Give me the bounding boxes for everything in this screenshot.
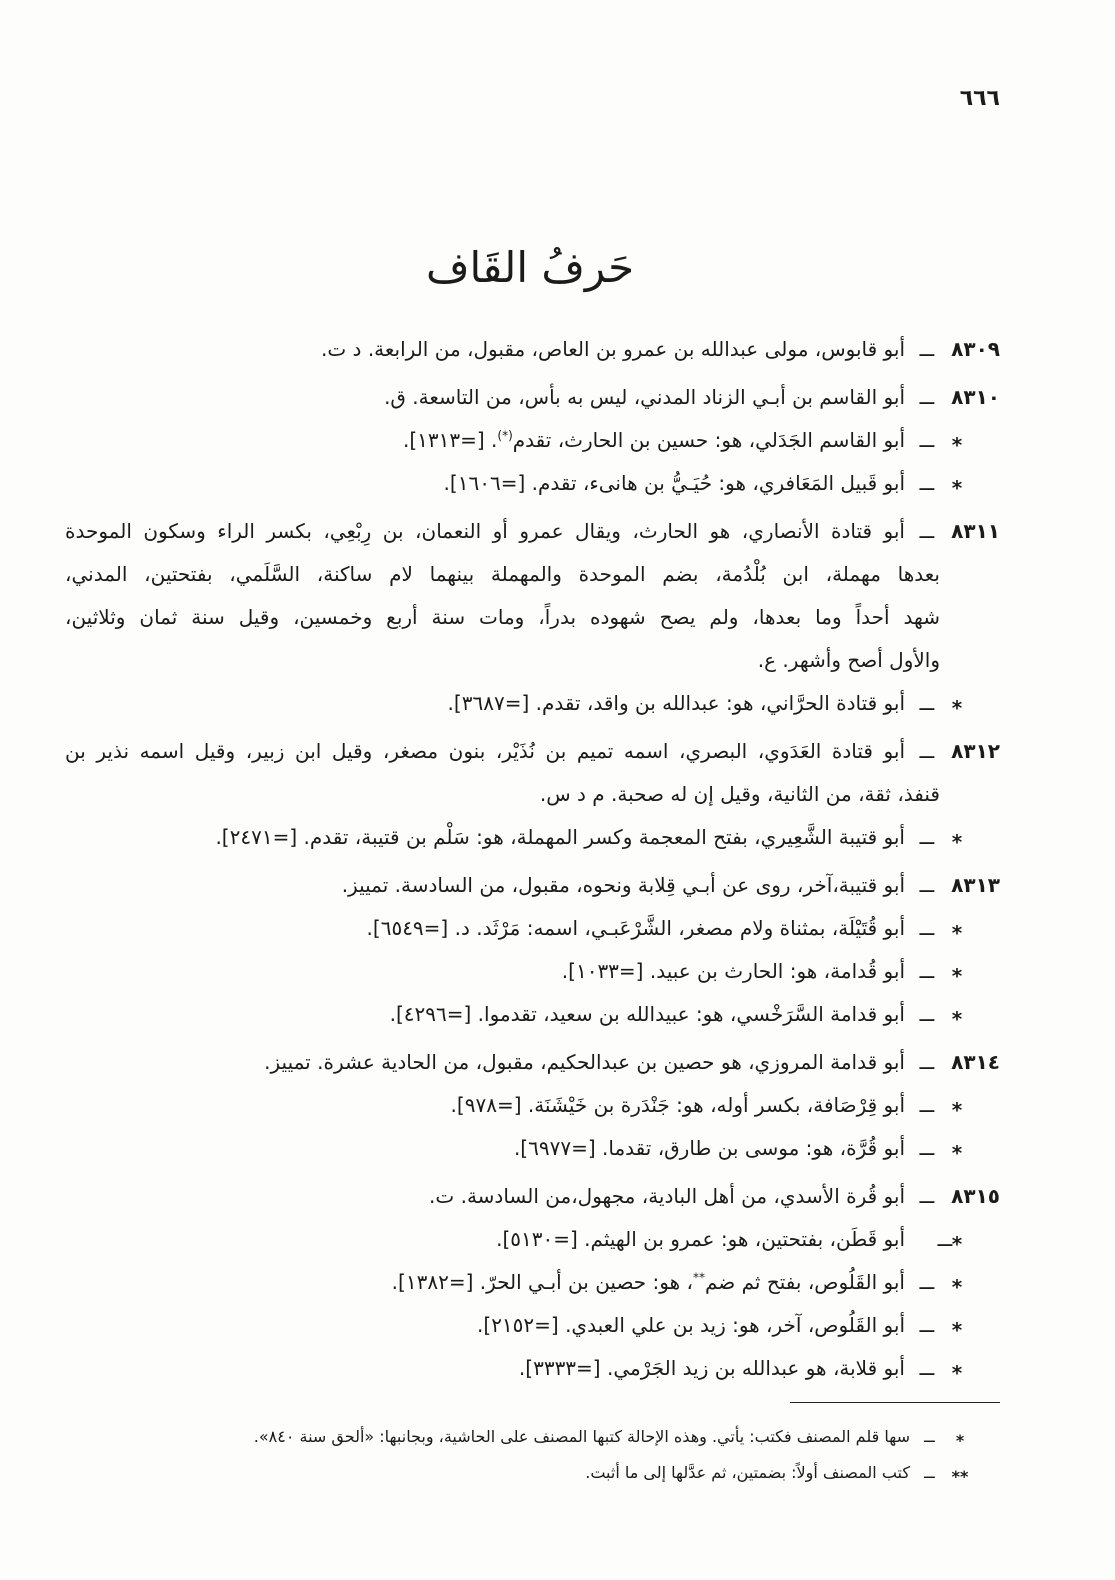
entry-8313: [65, 864, 1000, 907]
footnotes: [100, 1419, 1000, 1491]
footnote-text: سها قلم المصنف فكتب: يأتي. وهذه الإحالة كتبها المصنف على الحاشية، وبجانبها: «ألحق سنة ٨٤٠».: [253, 1427, 910, 1446]
entry-dash: ـ: [920, 1050, 935, 1074]
entry-text: أبو قدامة السَّرَخْسي، هو: عبيدالله بن سعيد، تقدموا. [=٤٢٩٦].: [389, 1002, 905, 1026]
footnote-dash: ـ: [924, 1427, 935, 1446]
entry-dash: ـ: [920, 1136, 935, 1160]
entry-text: أبو قِرْصَافة، بكسر أوله، هو: جَنْدَرة بن خَيْشَنَة. [=٩٧٨].: [450, 1093, 905, 1117]
entry-marker: [905, 1347, 1000, 1390]
entry-marker: [905, 328, 1000, 371]
entry-text-line: قنفذ، ثقة، من الثانية، وقيل إن له صحبة. م د س.: [539, 782, 940, 806]
entry-dash: ـ: [920, 916, 935, 940]
entry-text: أبو قتيبة،آخر، روى عن أبـي قِلابة ونحوه، مقبول، من السادسة. تمييز.: [341, 873, 905, 897]
entry-text: أبو قتيبة الشَّعِيري، بفتح المعجمة وكسر المهملة، هو: سَلْم بن قتيبة، تقدم. [=٢٤٧١].: [215, 825, 905, 849]
entry-marker: [905, 730, 1000, 773]
entry-text-line: والأول أصح وأشهر. ع.: [757, 648, 940, 672]
footnote-separator: [790, 1402, 1000, 1403]
entry-8311: [65, 510, 1000, 682]
entry-text: أبو قتادة الحرَّاني، هو: عبدالله بن واقد، تقدم. [=٣٦٨٧].: [447, 691, 905, 715]
footnote: [100, 1455, 1000, 1491]
asterisk-marker: *: [951, 1007, 963, 1031]
entry-number: ٨٣٠٩: [951, 337, 1000, 361]
entry-marker: [905, 682, 1000, 725]
entry-marker: [905, 376, 1000, 419]
entry-number: ٨٣١٠: [951, 385, 1000, 409]
asterisk-marker: *: [951, 964, 963, 988]
entry-dash: ـ: [920, 1093, 935, 1117]
entry-dash: ـ: [920, 1356, 935, 1380]
cross-reference-entry: [65, 907, 1000, 950]
entry-dash: ـ: [938, 1227, 953, 1251]
entry-marker: [905, 1084, 1000, 1127]
asterisk-marker: *: [951, 1232, 963, 1256]
entry-dash: ـ: [920, 385, 935, 409]
entry-text-line: بعدها مهملة، ابن بُلْدُمة، بضم الموحدة والمهملة بينهما لام ساكنة، السَّلَمي، بفتحتين، المدني،: [65, 562, 940, 586]
entry-text: أبو قُتَيْلَة، بمثناة ولام مصغر، الشَّرْعَبـي، اسمه: مَرْثَد. د. [=٦٥٤٩].: [366, 916, 905, 940]
footnote-dash: ـ: [924, 1463, 935, 1482]
entry-text: أبو قَبيل المَعَافري، هو: حُيَـيُّ بن هانىء، تقدم. [=١٦٠٦].: [443, 471, 905, 495]
cross-reference-entry: [65, 1127, 1000, 1170]
entry-marker: [905, 1304, 1000, 1347]
asterisk-marker: *: [951, 830, 963, 854]
entry-marker: [905, 1041, 1000, 1084]
asterisk-marker: *: [951, 1318, 963, 1342]
entry-text: أبو قلابة، هو عبدالله بن زيد الجَرْمي. [=٣٣٣٣].: [518, 1356, 905, 1380]
entry-text-line: [65, 419, 1000, 462]
entry-number: ٨٣١١: [951, 519, 1000, 543]
entry-text: أبو قُرَّة، هو: موسى بن طارق، تقدما. [=٦٩٧٧].: [513, 1136, 905, 1160]
entry-marker: [905, 419, 1000, 462]
asterisk-marker: *: [951, 1098, 963, 1122]
entry-dash: ـ: [920, 739, 935, 763]
asterisk-marker: *: [951, 1275, 963, 1299]
entry-text: أبو القاسم بن أبـي الزناد المدني، ليس به بأس، من التاسعة. ق.: [384, 385, 905, 409]
entry-text-line: [65, 1261, 1000, 1304]
cross-reference-entry: [65, 993, 1000, 1036]
entry-text: أبو القاسم الجَدَلي، هو: حسين بن الحارث، تقدم: [512, 428, 905, 452]
asterisk-marker: *: [951, 921, 963, 945]
entry-dash: ـ: [920, 1184, 935, 1208]
asterisk-marker: *: [951, 433, 963, 457]
entry-dash: ـ: [920, 471, 935, 495]
entry-8312: [65, 730, 1000, 816]
cross-reference-entry: [65, 1084, 1000, 1127]
page-number: ٦٦٦: [959, 86, 1000, 111]
entry-text-line: شهد أحداً وما بعدها، ولم يصح شهوده بدراً، ومات سنة أربع وخمسين، وقيل سنة ثمان وثلاثين،: [65, 605, 940, 629]
entry-marker: [905, 1218, 1000, 1261]
entries-list: [65, 328, 1000, 1390]
entry-text-after: ، هو: حصين بن أبـي الحرّ. [=١٣٨٢].: [391, 1270, 693, 1294]
entry-dash: ـ: [920, 519, 935, 543]
entry-number: ٨٣١٢: [951, 739, 1000, 763]
entry-text: أبو قُدامة، هو: الحارث بن عبيد. [=١٠٣٣].: [561, 959, 905, 983]
entry-dash: ـ: [920, 1313, 935, 1337]
entry-text: أبو قُرة الأسدي، من أهل البادية، مجهول،من السادسة. ت.: [429, 1184, 905, 1208]
entry-dash: ـ: [920, 1002, 935, 1026]
asterisk-marker: *: [951, 1361, 963, 1385]
entry-text: أبو قدامة المروزي، هو حصين بن عبدالحكيم، مقبول، من الحادية عشرة. تمييز.: [264, 1050, 905, 1074]
cross-reference-entry: [65, 1218, 1000, 1261]
entry-text-after: . [=١٣١٣].: [403, 428, 498, 452]
entry-text: أبو قابوس، مولى عبدالله بن عمرو بن العاص، مقبول، من الرابعة. د ت.: [321, 337, 905, 361]
entry-marker: [905, 907, 1000, 950]
entry-dash: ـ: [920, 825, 935, 849]
cross-reference-entry: [65, 682, 1000, 725]
entry-marker: [905, 816, 1000, 859]
cross-reference-entry: [65, 816, 1000, 859]
asterisk-marker: *: [951, 696, 963, 720]
entry-marker: [905, 1127, 1000, 1170]
entry-8315: [65, 1175, 1000, 1218]
entry-dash: ـ: [920, 691, 935, 715]
entry-marker: [905, 950, 1000, 993]
entry-text: أبو القَلُوص، آخر، هو: زيد بن علي العبدي. [=٢١٥٢].: [477, 1313, 905, 1337]
footnote-reference: (*): [497, 428, 513, 443]
entry-marker: [905, 993, 1000, 1036]
footnote-text: كتب المصنف أولاً: بضمتين، ثم عدَّلها إلى ما أثبت.: [585, 1463, 910, 1482]
entry-marker: [905, 462, 1000, 505]
entry-marker: [905, 1261, 1000, 1304]
cross-reference-entry: [65, 462, 1000, 505]
entry-dash: ـ: [920, 959, 935, 983]
entry-dash: ـ: [920, 873, 935, 897]
cross-reference-entry: [65, 950, 1000, 993]
entry-marker: [905, 510, 1000, 553]
entry-text: أبو القَلُوص، بفتح ثم ضم: [704, 1270, 905, 1294]
footnote-marker: **: [951, 1467, 969, 1486]
entry-8314: [65, 1041, 1000, 1084]
footnote-reference: **: [692, 1270, 705, 1285]
entry-8309: [65, 328, 1000, 371]
entry-text-line: أبو قتادة الأنصاري، هو الحارث، ويقال عمرو أو النعمان، بن رِبْعِي، بكسر الراء وسكون الموحدة: [65, 519, 905, 543]
entry-marker: [905, 1175, 1000, 1218]
entry-number: ٨٣١٤: [951, 1050, 1000, 1074]
footnote-marker: *: [955, 1431, 965, 1450]
entry-dash: ـ: [920, 337, 935, 361]
entry-dash: ـ: [920, 428, 935, 452]
entry-dash: ـ: [920, 1270, 935, 1294]
entry-text: أبو قَطَن، بفتحتين، هو: عمرو بن الهيثم. [=٥١٣٠].: [496, 1227, 905, 1251]
entry-number: ٨٣١٣: [951, 873, 1000, 897]
entry-marker: [905, 864, 1000, 907]
cross-reference-entry: [65, 1304, 1000, 1347]
asterisk-marker: *: [951, 476, 963, 500]
cross-reference-entry: [65, 1347, 1000, 1390]
cross-reference-entry: [65, 419, 1000, 462]
entry-text-line: أبو قتادة العَدَوي، البصري، اسمه تميم بن نُذَيْر، بنون مصغر، وقيل ابن زبير، وقيل اسمه نذير بن: [65, 739, 905, 763]
chapter-title: حَرفُ القَاف: [425, 243, 635, 292]
cross-reference-entry: [65, 1261, 1000, 1304]
entry-8310: [65, 376, 1000, 419]
asterisk-marker: *: [951, 1141, 963, 1165]
entry-number: ٨٣١٥: [951, 1184, 1000, 1208]
footnote: [100, 1419, 1000, 1455]
